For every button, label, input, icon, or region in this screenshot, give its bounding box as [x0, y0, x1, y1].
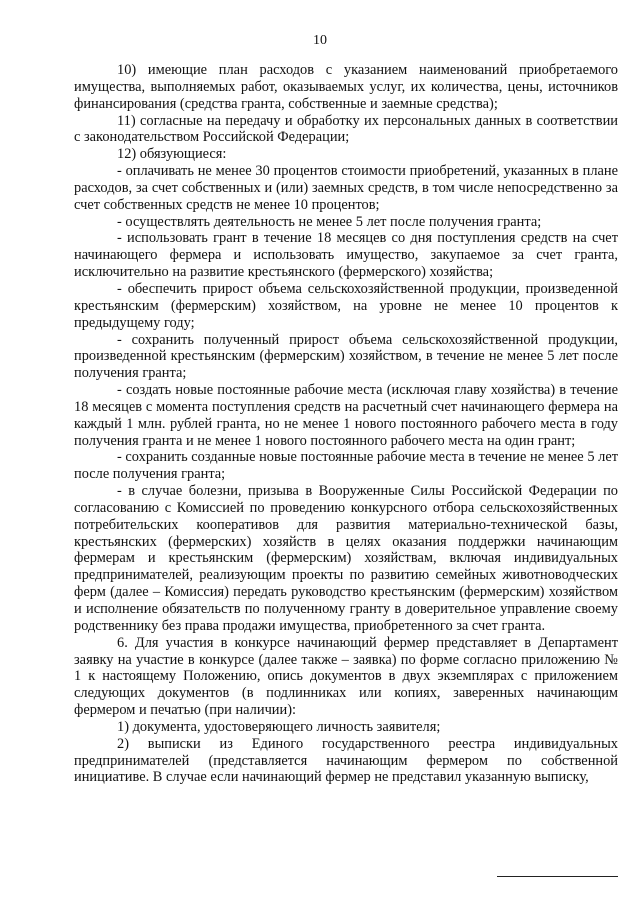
obligation-activity-5-years: - осуществлять деятельность не менее 5 лет после получения гранта; — [117, 213, 542, 230]
obligation-production-growth: - обеспечить прирост объема сельскохозяйственной продукции, произведенной крестьянским (фермерским) хозяйством, на уровне не менее 10 процентов к предыдущему году; — [74, 280, 618, 331]
document-body — [74, 62, 618, 786]
paragraph-item-10: 10) имеющие план расходов с указанием наименований приобретаемого имущества, выполняемых работ, оказываемых услуг, их количества, цены, источников финансирования (средства гранта, собственные и заемные средства); — [74, 62, 618, 112]
obligation-trust-management: - в случае болезни, призыва в Вооруженные Силы Российской Федерации по согласованию с Комиссией по проведению конкурсного отбора сельскохозяйственных потребительских кооперативов для развития материально-технической базы, крестьянских (фермерских) хозяйств в целях оказания поддержки начинающим фермерам и крестьянским (фермерским) хозяйствам, включая индивидуальных предпринимателей, реализующим проекты по развитию семейных животноводческих ферм (далее – Комиссия) передать руководство крестьянским (фермерским) хозяйством и исполнение обязательств по полученному гранту в доверительное управление своему родственнику без права продажи имущества, приобретенного за счет гранта. — [74, 483, 618, 634]
document-item-2: 2) выписки из Единого государственного реестра индивидуальных предпринимателей (представляется начинающим фермером по собственной инициативе. В случае если начинающий фермер не представил указанную выписку, — [74, 735, 618, 786]
obligation-copayment: - оплачивать не менее 30 процентов стоимости приобретений, указанных в плане расходов, за счет собственных и (или) заемных средств, в том числе непосредственно за счет собственных средств не менее 10 процентов; — [74, 163, 618, 213]
obligation-keep-growth: - сохранить полученный прирост объема сельскохозяйственной продукции, произведенной крестьянским (фермерским) хозяйством, в течение не менее 5 лет после получения гранта; — [74, 331, 618, 382]
paragraph-item-12: 12) обязующиеся: — [117, 146, 227, 163]
paragraph-item-11: 11) согласные на передачу и обработку их персональных данных в соответствии с законодательством Российской Федерации; — [74, 112, 618, 146]
page-number: 10 — [313, 33, 327, 48]
obligation-create-jobs: - создать новые постоянные рабочие места (исключая главу хозяйства) в течение 18 месяцев с момента поступления средств на расчетный счет начинающего фермера на каждый 1 млн. рублей гранта, но не менее 1 нового постоянного рабочего места в году получения гранта и не менее 1 нового постоянного рабочего места на один грант; — [74, 382, 618, 449]
document-item-1: 1) документа, удостоверяющего личность заявителя; — [117, 718, 441, 735]
obligation-keep-jobs: - сохранить созданные новые постоянные рабочие места в течение не менее 5 лет после получения гранта; — [74, 449, 618, 483]
obligation-grant-use: - использовать грант в течение 18 месяцев со дня поступления средств на счет начинающего фермера и использовать имущество, закупаемое за счет гранта, исключительно на развитие крестьянского (фермерского) хозяйства; — [74, 230, 618, 281]
footer-rule — [497, 876, 618, 877]
section-6-application: 6. Для участия в конкурсе начинающий фермер представляет в Департамент заявку на участие в конкурсе (далее также – заявка) по форме согласно приложению № 1 к настоящему Положению, опись документов в двух экземплярах с приложением следующих документов (в подлинниках или копиях, заверенных начинающим фермером и печатью (при наличии): — [74, 634, 618, 719]
